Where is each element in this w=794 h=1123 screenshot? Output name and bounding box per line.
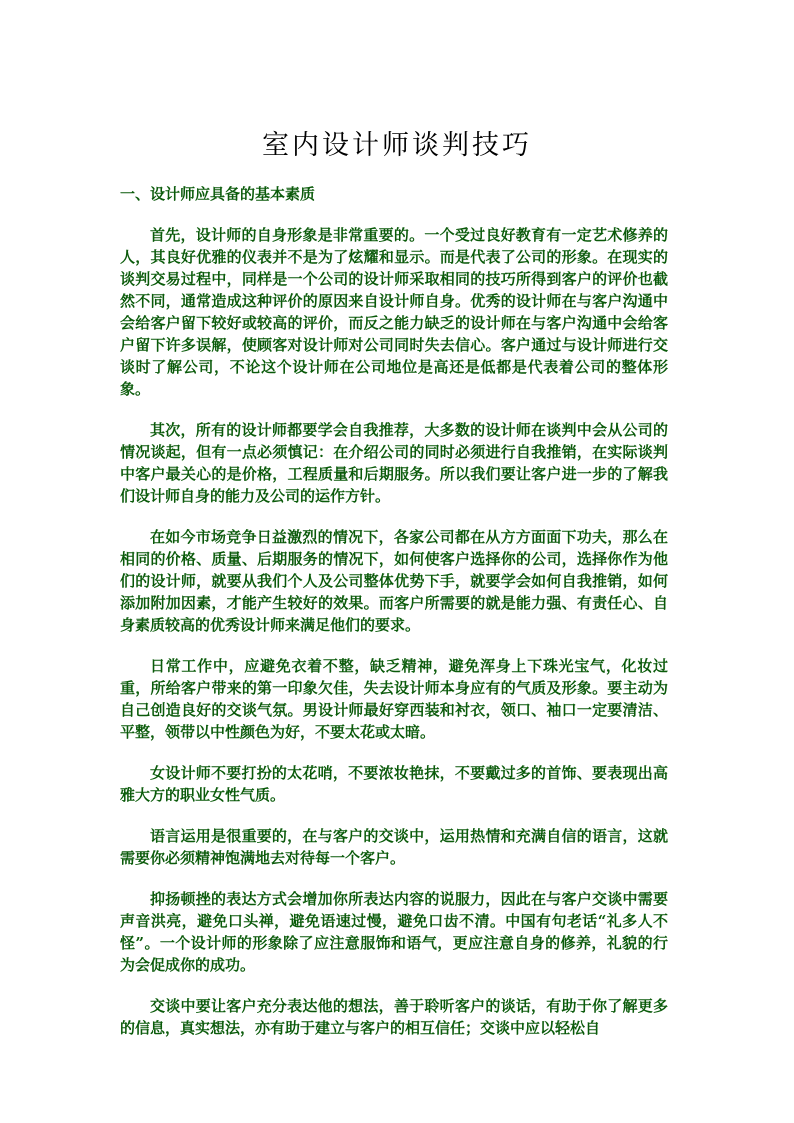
section-heading: 一、设计师应具备的基本素质 <box>120 185 316 203</box>
paragraph-female-designer: 女设计师不要打扮的太花哨，不要浓妆艳抹，不要戴过多的首饰、要表现出高雅大方的职业女性气质。 <box>120 764 668 804</box>
paragraph-daily-attire: 日常工作中，应避免衣着不整，缺乏精神，避免浑身上下珠光宝气，化妆过重，所给客户带来的第一印象欠佳，失去设计师本身应有的气质及形象。要主动为自己创造良好的交谈气氛。男设计师最好穿西装和衬衣，领口、袖口一定要清洁、平整，领带以中性颜色为好，不要太花或太暗。 <box>120 657 668 741</box>
paragraph-competition: 在如今市场竞争日益激烈的情况下，各家公司都在从方方面面下功夫，那么在相同的价格、质量、后期服务的情况下，如何使客户选择你的公司，选择你作为他们的设计师，就要从我们个人及公司整体优势下手，就要学会如何自我推销，如何添加附加因素，才能产生较好的效果。而客户所需要的就是能力强、有责任心、自身素质较高的优秀设计师来满足他们的要求。 <box>120 528 668 634</box>
paragraph-expression: 抑扬顿挫的表达方式会增加你所表达内容的说服力，因此在与客户交谈中需要声音洪亮，避免口头禅，避免语速过慢，避免口齿不清。中国有句老话“礼多人不怪”。一个设计师的形象除了应注意服饰和语气，更应注意自身的修养，礼貌的行为会促成你的成功。 <box>120 890 668 974</box>
paragraph-self-promotion: 其次，所有的设计师都要学会自我推荐，大多数的设计师在谈判中会从公司的情况谈起，但有一点必须慎记：在介绍公司的同时必须进行自我推销，在实际谈判中客户最关心的是价格，工程质量和后期服务。所以我们要让客户进一步的了解我们设计师自身的能力及公司的运作方针。 <box>120 421 668 505</box>
paragraph-language-use: 语言运用是很重要的，在与客户的交谈中，运用热情和充满自信的语言，这就需要你必须精神饱满地去对待每一个客户。 <box>120 827 668 867</box>
page-title: 室内设计师谈判技巧 <box>262 130 532 161</box>
paragraph-listening: 交谈中要让客户充分表达他的想法，善于聆听客户的谈话，有助于你了解更多的信息，真实想法，亦有助于建立与客户的相互信任；交谈中应以轻松自 <box>120 997 668 1037</box>
paragraph-self-image: 首先，设计师的自身形象是非常重要的。一个受过良好教育有一定艺术修养的人，其良好优雅的仪表并不是为了炫耀和显示。而是代表了公司的形象。在现实的谈判交易过程中，同样是一个公司的设计师采取相同的技巧所得到客户的评价也截然不同，通常造成这种评价的原因来自设计师自身。优秀的设计师在与客户沟通中会给客户留下较好或较高的评价，而反之能力缺乏的设计师在与客户沟通中会给客户留下许多误解，使顾客对设计师对公司同时失去信心。客户通过与设计师进行交谈时了解公司，不论这个设计师在公司地位是高还是低都是代表着公司的整体形象。 <box>120 226 668 398</box>
document-body <box>120 183 668 1058</box>
